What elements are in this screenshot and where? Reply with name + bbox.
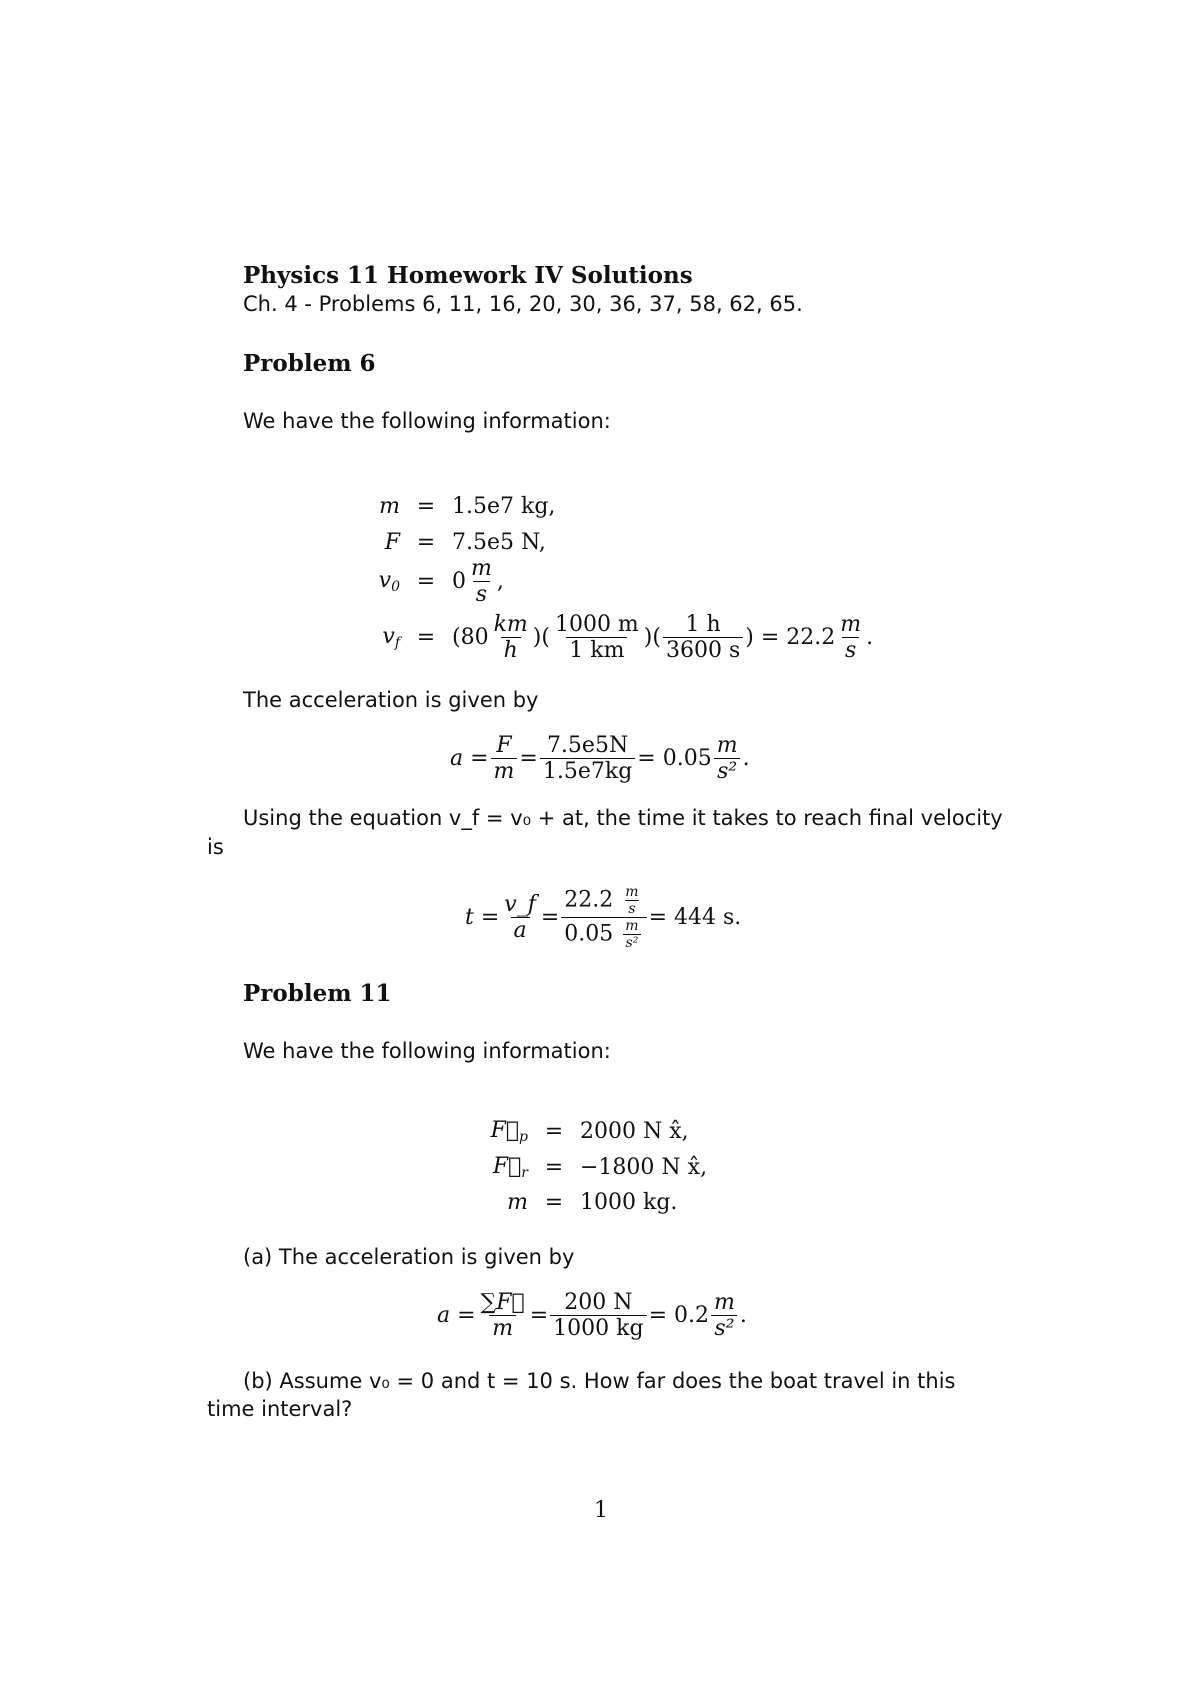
problem-11-given-Fp: $F⃗_p$ = 2000 N x̂, [490, 1118, 689, 1145]
problem-6-given-vf: $v_f$ = (80 $\frac{km}{h}$ )( $\frac{1000 m}{1 km}$ )( $\frac{1 h}{3600 s}$ ) = 22.2 $\frac{m}{s}$ . [382, 612, 874, 664]
problem-11-given-m: m = 1000 kg. [507, 1190, 678, 1215]
problem-11-heading: Problem 11 [243, 980, 392, 1007]
problem-11-accel-equation: a = $\frac{\sum F⃗}{m}$ = $\frac{200 N}{1000 kg}$ = 0.2 $\frac{m}{\text{s²}}$ . [437, 1290, 747, 1342]
page-number: 1 [594, 1498, 608, 1523]
problem-11-intro: We have the following information: [243, 1039, 611, 1063]
problem-6-given-F: F = 7.5e5 N, [384, 530, 546, 555]
problem-6-given-m: m = 1.5e7 kg, [379, 494, 556, 519]
problem-6-time-text-continuation: is [207, 835, 224, 859]
problem-11-part-a: (a) The acceleration is given by [243, 1245, 575, 1269]
problem-6-time-equation: t = $\frac{v\_f}{a}$ = 22.2 $\frac{m}{s}$ 0.05 $\frac{m}{\text{s²}}$ = 444 s. [465, 884, 742, 952]
problem-6-given-v0: $v_0$ = 0 $\frac{m}{s}$ , [378, 556, 504, 608]
problem-11-part-b-continuation: time interval? [207, 1397, 353, 1421]
problem-11-part-b: (b) Assume v₀ = 0 and t = 10 s. How far does the boat travel in this [243, 1369, 956, 1393]
problem-6-accel-text: The acceleration is given by [243, 688, 539, 712]
problem-6-time-text: Using the equation v_f = v₀ + at, the time it takes to reach final velocity [243, 806, 1003, 830]
problem-6-intro: We have the following information: [243, 409, 611, 433]
document-subtitle: Ch. 4 - Problems 6, 11, 16, 20, 30, 36, 37, 58, 62, 65. [243, 292, 803, 316]
problem-11-given-Fr: $F⃗_r$ = −1800 N x̂, [492, 1154, 708, 1181]
document-title: Physics 11 Homework IV Solutions [243, 262, 693, 289]
problem-6-accel-equation: a = $\frac{F}{m}$ = $\frac{7.5e5N}{1.5e7kg}$ = 0.05 $\frac{m}{\text{s²}}$ . [450, 733, 750, 785]
problem-6-heading: Problem 6 [243, 350, 376, 377]
